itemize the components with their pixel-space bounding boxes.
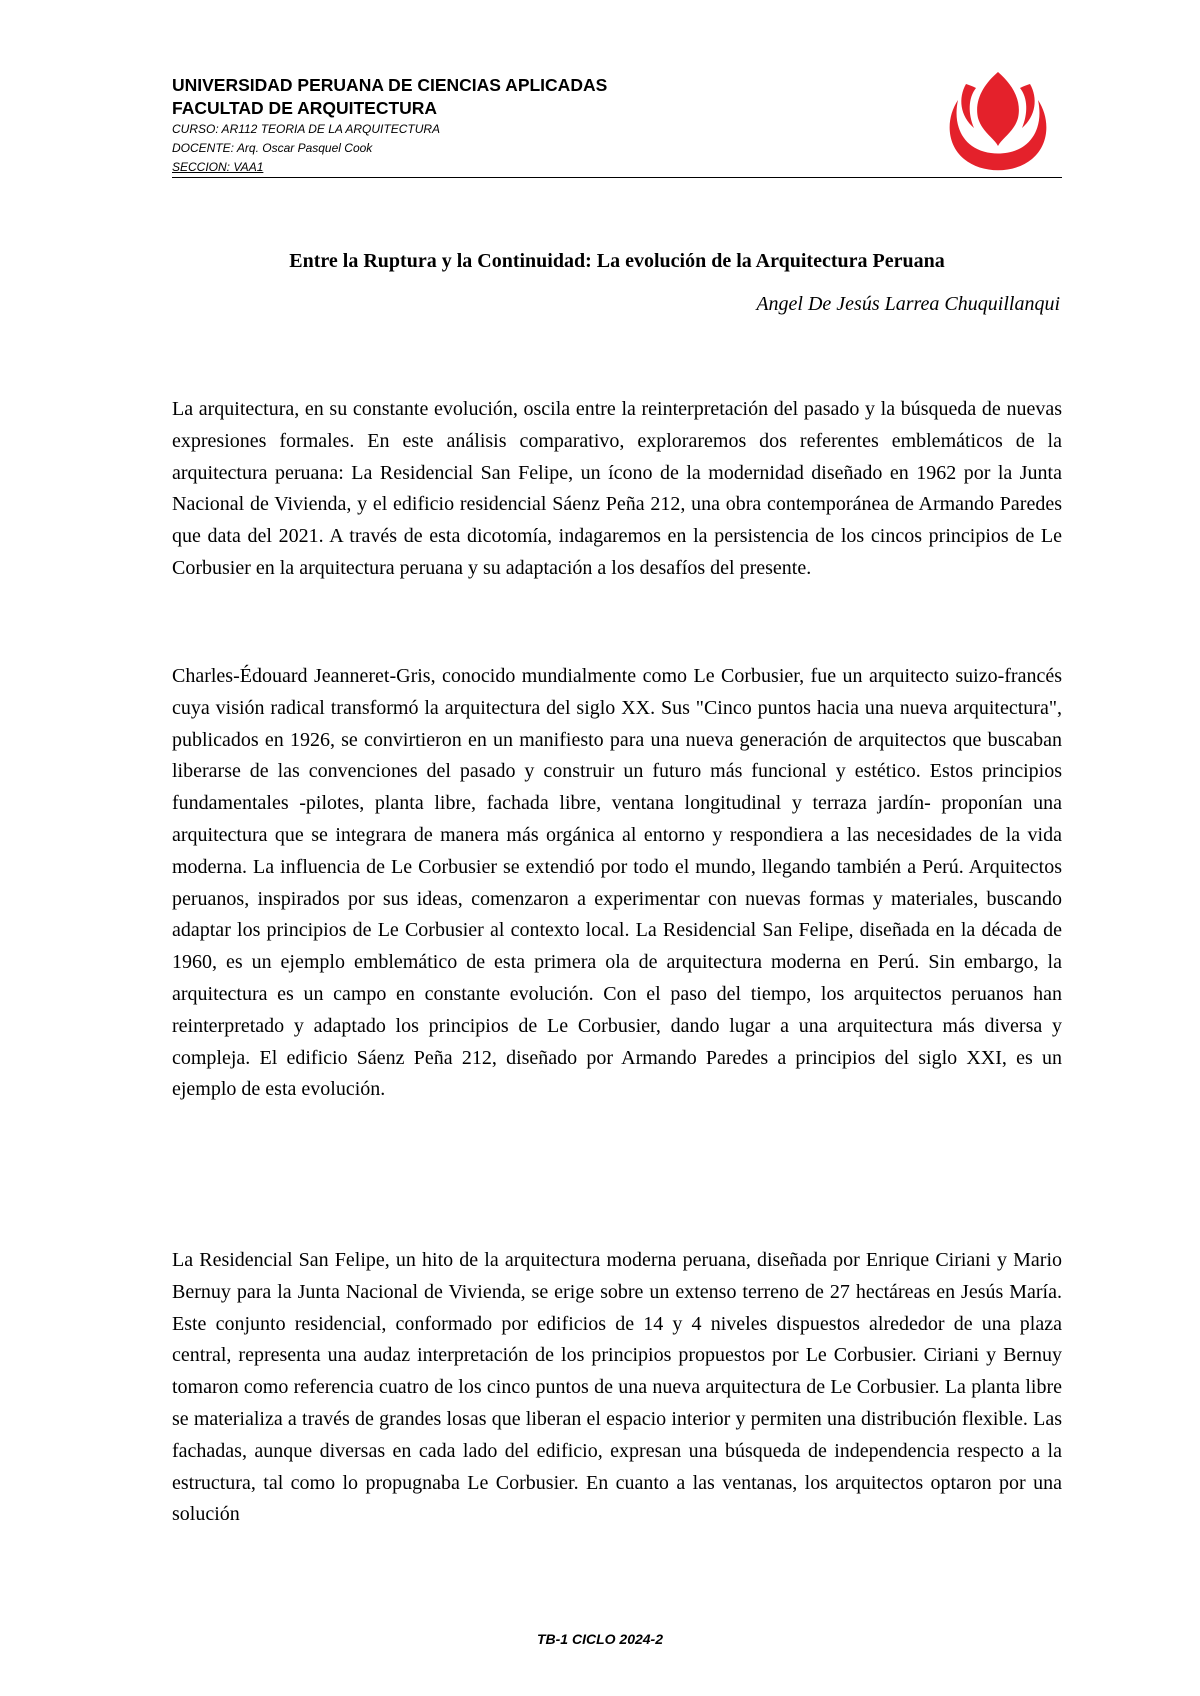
paragraph-intro: La arquitectura, en su constante evolución, oscila entre la reinterpretación del pasado y la búsqueda de nuevas expresiones formales. En este análisis comparativo, exploraremos dos referentes emblemáticos de la arquitectura peruana: La Residencial San Felipe, un ícono de la modernidad diseñado en 1962 por la Junta Nacional de Vivienda, y el edificio residencial Sáenz Peña 212, una obra contemporánea de Armando Paredes que data del 2021. A través de esta dicotomía, indagaremos en la persistencia de los cincos principios de Le Corbusier en la arquitectura peruana y su adaptación a los desafíos del presente. [172,398,1062,579]
document-header [172,74,1062,177]
page-footer: TB-1 CICLO 2024-2 [536,1631,664,1647]
upc-flame-logo-icon [944,70,1052,172]
header-divider [172,177,1062,178]
university-name: UNIVERSIDAD PERUANA DE CIENCIAS APLICADAS [172,75,608,95]
section-line: SECCION: VAA1 [172,160,264,174]
paragraph-le-corbusier: Charles-Édouard Jeanneret-Gris, conocido mundialmente como Le Corbusier, fue un arquitecto suizo-francés cuya visión radical transformó la arquitectura del siglo XX. Sus "Cinco puntos hacia una nueva arquitectura", publicados en 1926, se convirtieron en un manifiesto para una nueva generación de arquitectos que buscaban liberarse de las convenciones del pasado y construir un futuro más funcional y estético. Estos principios fundamentales -pilotes, planta libre, fachada libre, ventana longitudinal y terraza jardín- proponían una arquitectura que se integrara de manera más orgánica al entorno y respondiera a las necesidades de la vida moderna. La influencia de Le Corbusier se extendió por todo el mundo, llegando también a Perú. Arquitectos peruanos, inspirados por sus ideas, comenzaron a experimentar con nuevas formas y materiales, buscando adaptar los principios de Le Corbusier al contexto local. La Residencial San Felipe, diseñada en la década de 1960, es un ejemplo emblemático de esta primera ola de arquitectura moderna en Perú. Sin embargo, la arquitectura es un campo en constante evolución. Con el paso del tiempo, los arquitectos peruanos han reinterpretado y adaptado los principios de Le Corbusier, dando lugar a una arquitectura más diversa y compleja. El edificio Sáenz Peña 212, diseñado por Armando Paredes a principios del siglo XXI, es un ejemplo de esta evolución. [172,665,1062,1101]
logo-right-sweep [1020,84,1035,128]
logo-inner-flame [977,72,1019,146]
document-title: Entre la Ruptura y la Continuidad: La evolución de la Arquitectura Peruana [289,250,945,272]
teacher-line: DOCENTE: Arq. Oscar Pasquel Cook [172,141,373,155]
faculty-name: FACULTAD DE ARQUITECTURA [172,98,438,118]
course-line: CURSO: AR112 TEORIA DE LA ARQUITECTURA [172,122,441,136]
author-name: Angel De Jesús Larrea Chuquillanqui [756,293,1060,315]
logo-left-sweep [961,84,976,128]
paragraph-san-felipe: La Residencial San Felipe, un hito de la arquitectura moderna peruana, diseñada por Enrique Ciriani y Mario Bernuy para la Junta Nacional de Vivienda, se erige sobre un extenso terreno de 27 hectáreas en Jesús María. Este conjunto residencial, conformado por edificios de 14 y 4 niveles dispuestos alrededor de una plaza central, representa una audaz interpretación de los principios propuestos por Le Corbusier. Ciriani y Bernuy tomaron como referencia cuatro de los cinco puntos de una nueva arquitectura de Le Corbusier. La planta libre se materializa a través de grandes losas que liberan el espacio interior y permiten una distribución flexible. Las fachadas, aunque diversas en cada lado del edificio, expresan una búsqueda de independencia respecto a la estructura, tal como lo propugnaba Le Corbusier. En cuanto a las ventanas, los arquitectos optaron por una solución [172,1249,1062,1526]
